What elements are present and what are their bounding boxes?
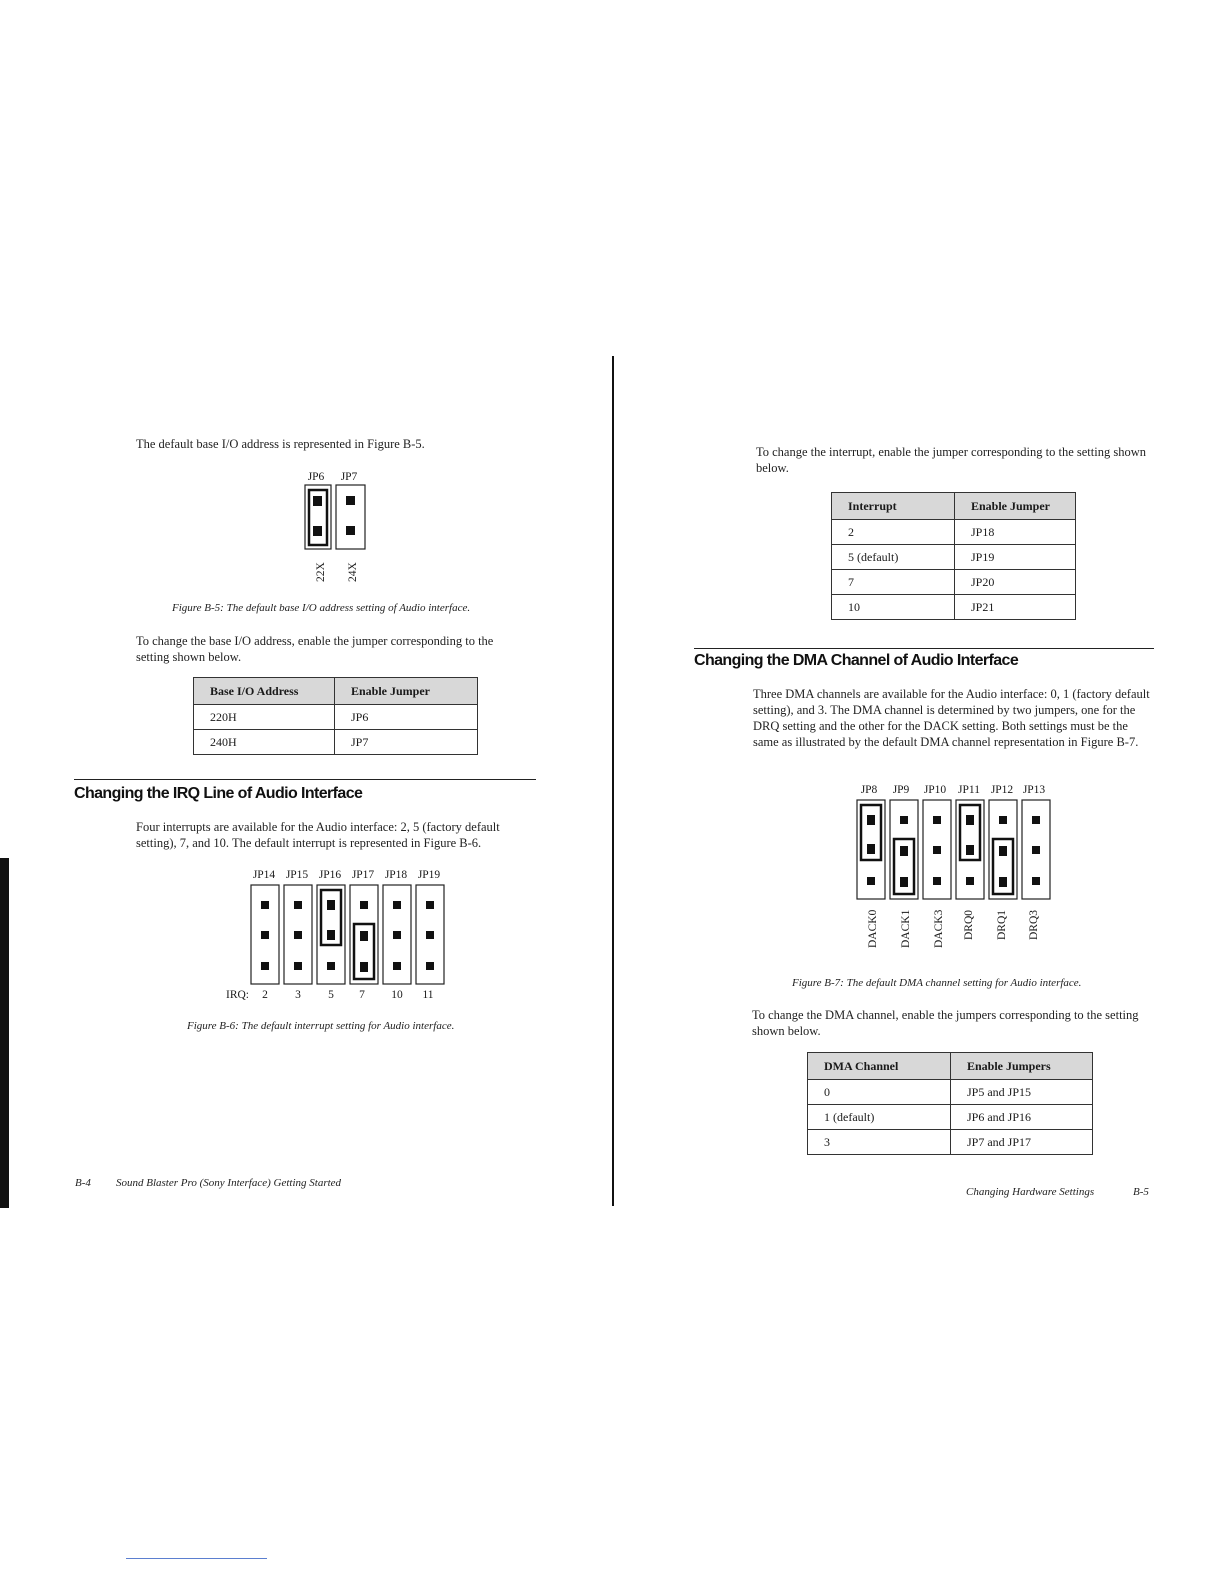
section-rule	[74, 779, 536, 780]
table-header: Base I/O Address	[194, 678, 335, 705]
fig-b6-irq-value: 10	[391, 989, 403, 1001]
table-cell: 1 (default)	[808, 1105, 951, 1130]
table-row	[832, 545, 1076, 570]
table-cell: 2	[832, 520, 955, 545]
table-cell: 0	[808, 1080, 951, 1105]
table-cell: JP20	[955, 570, 1076, 595]
fig-b6-jumper-label: JP16	[318, 869, 342, 881]
fig-b7-jumper-label: JP10	[923, 784, 947, 796]
dma-text: Three DMA channels are available for the Audio interface: 0, 1 (factory default setting), and 3. The DMA channel is determined by two jumpers, one for the DRQ setting and the other for the DACK setting. Both settings must be the same as illustrated by the default DMA channel representation in Figure B-7.	[753, 687, 1150, 749]
table-header: Enable Jumper	[335, 678, 478, 705]
footer-page-number: B-5	[1133, 1186, 1149, 1198]
table-row	[808, 1080, 1093, 1105]
change-dma-text: To change the DMA channel, enable the jumpers corresponding to the setting shown below.	[752, 1008, 1139, 1038]
base-io-table	[193, 677, 478, 755]
table-cell: 3	[808, 1130, 951, 1155]
footer-page-number: B-4	[75, 1177, 91, 1189]
table-row	[832, 520, 1076, 545]
fig-b7-signal-label: DACK0	[867, 909, 879, 948]
table-row	[832, 570, 1076, 595]
fig-b6-irq-value: 3	[295, 989, 301, 1001]
fig-b6-irq-value: 7	[359, 989, 365, 1001]
table-header: DMA Channel	[808, 1053, 951, 1080]
fig-b6-jumper-label: JP18	[384, 869, 408, 881]
table-cell: JP6 and JP16	[951, 1105, 1093, 1130]
page-fold-line	[612, 356, 614, 1206]
fig-b6-jumper-label: JP19	[417, 869, 441, 881]
fig-b7-jumper-label: JP12	[990, 784, 1014, 796]
footer-chapter-title: Changing Hardware Settings	[966, 1186, 1095, 1198]
table-cell: JP19	[955, 545, 1076, 570]
footer-book-title: Sound Blaster Pro (Sony Interface) Getting Started	[116, 1177, 342, 1189]
table-row	[194, 730, 478, 755]
fig-b6-irq-value: 2	[262, 989, 268, 1001]
fig-b7-signal-label: DACK3	[933, 909, 945, 948]
fig-b7-jumper-label: JP8	[860, 784, 878, 796]
dma-table	[807, 1052, 1093, 1155]
table-header: Interrupt	[832, 493, 955, 520]
interrupt-text: To change the interrupt, enable the jumper corresponding to the setting shown below.	[756, 445, 1146, 475]
interrupt-table	[831, 492, 1076, 620]
fig-b6-caption: Figure B-6: The default interrupt setting for Audio interface.	[187, 1020, 455, 1032]
base-io-intro: The default base I/O address is represented in Figure B-5.	[136, 437, 425, 451]
table-row	[832, 595, 1076, 620]
fig-b5-caption: Figure B-5: The default base I/O address setting of Audio interface.	[172, 602, 471, 614]
fig-b6-jumper-label: JP15	[285, 869, 309, 881]
fig-b6-irq-prefix: IRQ:	[226, 989, 249, 1001]
fig-b5-jumper-label: JP7	[340, 471, 358, 483]
table-cell: 240H	[194, 730, 335, 755]
table-cell: 7	[832, 570, 955, 595]
fig-b7-signal-label: DRQ1	[996, 909, 1008, 940]
irq-text: Four interrupts are available for the Audio interface: 2, 5 (factory default setting), 7, and 10. The default interrupt is represented in Figure B-6.	[136, 820, 500, 850]
fig-b7-signal-label: DACK1	[900, 909, 912, 948]
table-cell: 10	[832, 595, 955, 620]
table-cell: JP21	[955, 595, 1076, 620]
fig-b7-jumper-label: JP11	[958, 784, 980, 796]
fig-b6-jumper-diagram	[250, 884, 450, 986]
binding-edge	[0, 858, 9, 1208]
fig-b7-signal-label: DRQ0	[963, 909, 975, 940]
table-row	[808, 1130, 1093, 1155]
table-cell: JP6	[335, 705, 478, 730]
table-header: Enable Jumper	[955, 493, 1076, 520]
table-cell: JP7 and JP17	[951, 1130, 1093, 1155]
fig-b7-jumper-diagram	[856, 799, 1052, 901]
table-row	[194, 705, 478, 730]
fig-b5-address-label: 24X	[347, 562, 359, 582]
table-cell: 220H	[194, 705, 335, 730]
table-cell: 5 (default)	[832, 545, 955, 570]
fig-b6-irq-value: 11	[422, 989, 434, 1001]
bottom-rule	[126, 1558, 267, 1559]
change-io-text: To change the base I/O address, enable the jumper corresponding to the setting shown below.	[136, 634, 494, 664]
table-header: Enable Jumpers	[951, 1053, 1093, 1080]
irq-heading: Changing the IRQ Line of Audio Interface	[74, 785, 363, 802]
fig-b5-address-label: 22X	[315, 562, 327, 582]
fig-b5-jumper-label: JP6	[307, 471, 325, 483]
fig-b6-jumper-label: JP14	[252, 869, 276, 881]
fig-b7-signal-label: DRQ3	[1028, 909, 1040, 940]
fig-b7-jumper-label: JP9	[892, 784, 910, 796]
section-rule	[694, 648, 1154, 649]
dma-heading: Changing the DMA Channel of Audio Interface	[694, 652, 1019, 669]
table-row	[808, 1105, 1093, 1130]
fig-b6-irq-value: 5	[328, 989, 334, 1001]
table-cell: JP18	[955, 520, 1076, 545]
table-cell: JP5 and JP15	[951, 1080, 1093, 1105]
fig-b5-jumper-diagram	[300, 484, 370, 554]
fig-b7-caption: Figure B-7: The default DMA channel setting for Audio interface.	[792, 977, 1082, 989]
table-cell: JP7	[335, 730, 478, 755]
fig-b6-jumper-label: JP17	[351, 869, 375, 881]
fig-b7-jumper-label: JP13	[1022, 784, 1046, 796]
